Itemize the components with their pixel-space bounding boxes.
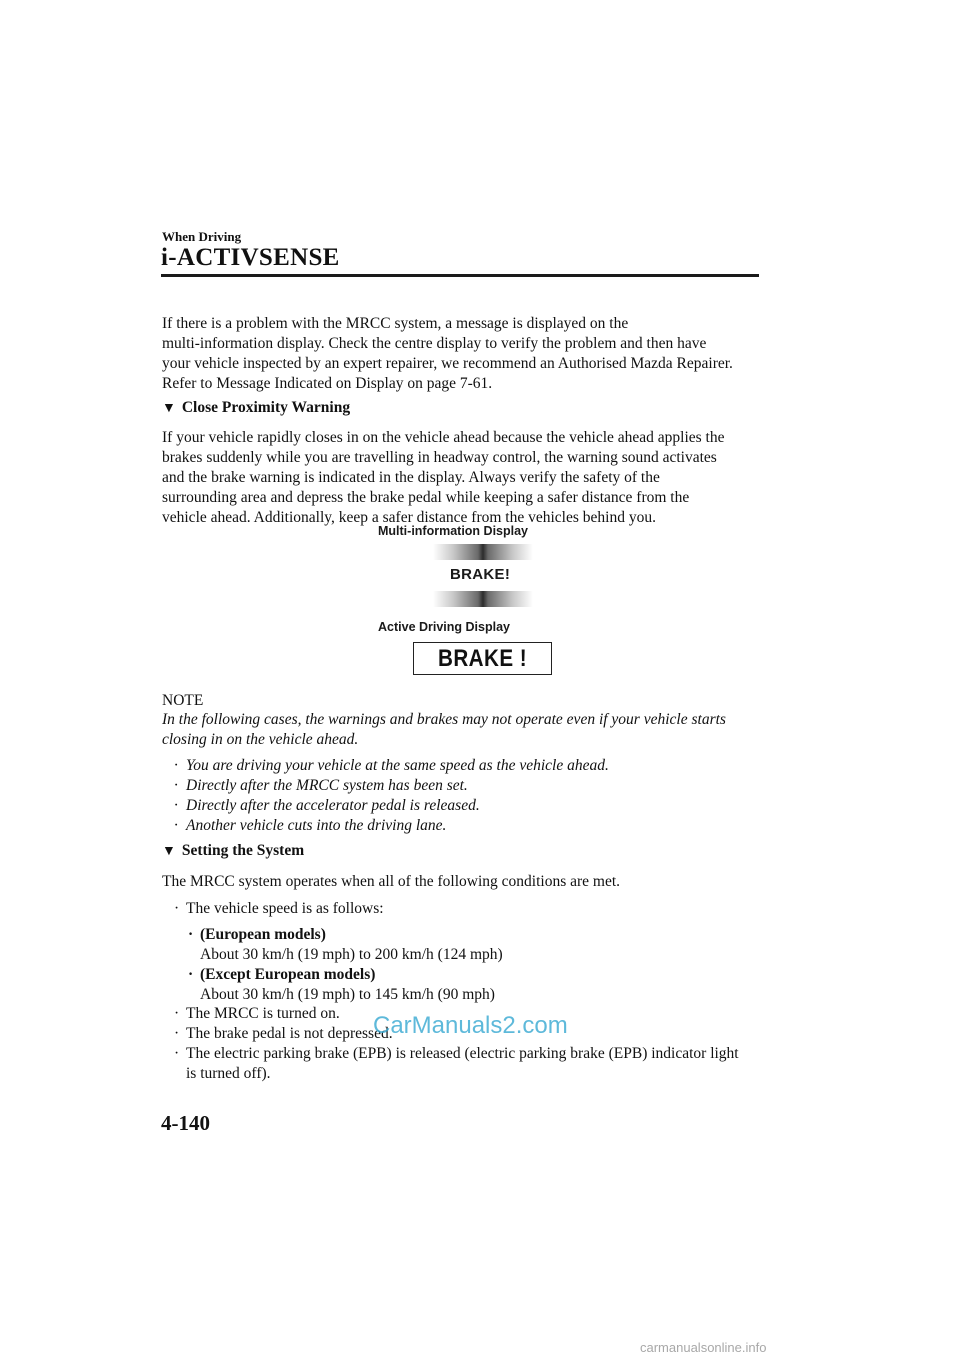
- intro-line: multi-information display. Check the centre display to verify the problem and then have: [162, 335, 707, 352]
- bullet-dot: ·: [174, 797, 178, 814]
- note-line: closing in on the vehicle ahead.: [162, 731, 359, 748]
- bullet-dot: ·: [174, 1005, 180, 1022]
- proximity-heading: [162, 399, 350, 417]
- intro-line: If there is a problem with the MRCC system, a message is displayed on the: [162, 315, 629, 332]
- mid-top-bar: [433, 544, 533, 560]
- other-title: (Except European models): [200, 966, 376, 983]
- european-title: (European models): [200, 926, 326, 943]
- proximity-paragraph: [162, 428, 762, 528]
- setting-heading-text: Setting the System: [181, 842, 305, 859]
- note-bullet: · Directly after the MRCC system has been set.: [174, 777, 468, 794]
- mid-bottom-bar: [433, 591, 533, 607]
- note-bullet-list: [174, 756, 609, 836]
- bullet-dot: ·: [174, 817, 178, 834]
- intro-line: your vehicle inspected by an expert repairer, we recommend an Authorised Mazda Repairer.: [162, 355, 733, 372]
- proximity-line: surrounding area and depress the brake pedal while keeping a safer distance from the: [162, 489, 690, 506]
- ad-brake-box: [413, 642, 552, 675]
- note-bullet: · You are driving your vehicle at the same speed as the vehicle ahead.: [174, 757, 609, 774]
- mid-brake-text: BRAKE!: [450, 566, 511, 583]
- triangle-down-icon: ▼: [162, 401, 176, 416]
- ad-brake-text: BRAKE !: [437, 645, 528, 672]
- condition-item: · The MRCC is turned on.: [174, 1005, 340, 1022]
- triangle-down-icon: ▼: [162, 844, 176, 859]
- proximity-line: and the brake warning is indicated in the display. Always verify the safety of the: [162, 469, 660, 486]
- note-bullet: · Directly after the accelerator pedal is released.: [174, 797, 480, 814]
- proximity-line: vehicle ahead. Additionally, keep a safer distance from the vehicles behind you.: [162, 509, 656, 526]
- bullet-dot: ·: [174, 777, 178, 794]
- european-range: About 30 km/h (19 mph) to 200 km/h (124 mph): [200, 946, 503, 963]
- condition-item: · The electric parking brake (EPB) is released (electric parking brake (EPB) indicator light: [174, 1045, 739, 1062]
- proximity-line: If your vehicle rapidly closes in on the vehicle ahead because the vehicle ahead applies the: [162, 429, 725, 446]
- watermark: CarManuals2.com: [373, 1012, 568, 1039]
- bullet-dot: ·: [174, 900, 180, 917]
- note-line: In the following cases, the warnings and brakes may not operate even if your vehicle starts: [162, 711, 726, 728]
- note-bullet: · Another vehicle cuts into the driving lane.: [174, 817, 447, 834]
- bullet-dot: ·: [174, 757, 178, 774]
- bullet-dot: ·: [174, 1025, 180, 1042]
- condition-item-continued: is turned off).: [186, 1065, 271, 1082]
- intro-line: Refer to Message Indicated on Display on page 7-61.: [162, 375, 493, 392]
- section-label: When Driving: [162, 229, 242, 244]
- note-title: NOTE: [162, 692, 204, 709]
- bullet-dot: ·: [188, 966, 194, 983]
- chapter-title: i-ACTIVSENSE: [161, 244, 340, 271]
- bullet-dot: ·: [174, 1045, 180, 1062]
- ad-label: Active Driving Display: [378, 620, 510, 634]
- speed-condition: · The vehicle speed is as follows:: [174, 900, 384, 917]
- european-item: [188, 925, 503, 1005]
- setting-heading: [162, 842, 304, 860]
- footer-watermark: carmanualsonline.info: [640, 1340, 767, 1355]
- setting-intro: The MRCC system operates when all of the following conditions are met.: [162, 873, 621, 890]
- proximity-heading-text: Close Proximity Warning: [181, 399, 351, 416]
- note-paragraph: [162, 710, 762, 750]
- title-rule: [161, 274, 759, 277]
- intro-paragraph: [162, 314, 762, 394]
- condition-item: · The brake pedal is not depressed.: [174, 1025, 393, 1042]
- other-range: About 30 km/h (19 mph) to 145 km/h (90 mph): [200, 986, 495, 1003]
- mid-label: Multi-information Display: [378, 524, 528, 538]
- bullet-dot: ·: [188, 926, 194, 943]
- proximity-line: brakes suddenly while you are travelling in headway control, the warning sound activates: [162, 449, 717, 466]
- page-number: 4-140: [161, 1111, 210, 1135]
